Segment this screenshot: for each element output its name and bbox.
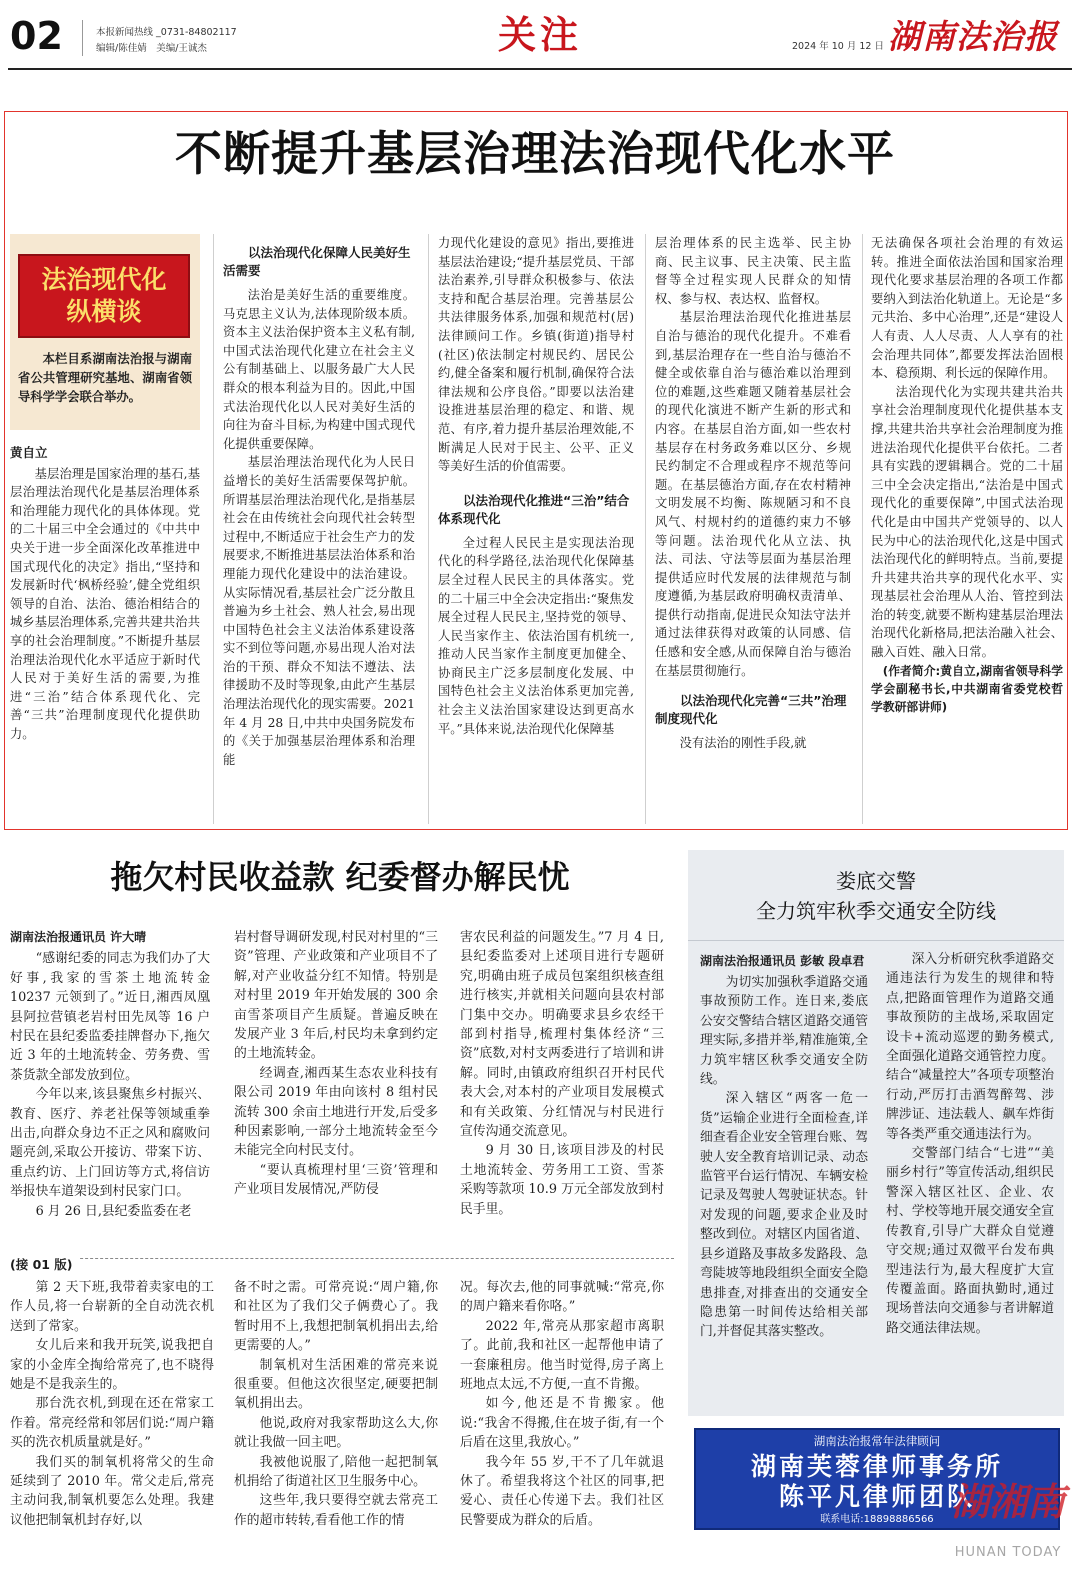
feature-col-3	[438, 234, 634, 738]
feature-col-5	[871, 234, 1063, 716]
paragraph: 今年以来,该县聚焦乡村振兴、教育、医疗、养老社保等领域重拳出击,向群众身边不正之风和腐败问题亮剑,采取公开接访、带案下访、重点约访、上门回访等方式,将信访举报快车道架设到村民家门口。	[10, 1087, 210, 1200]
col-rule	[645, 234, 646, 824]
paragraph: 深入分析研究秋季道路交通违法行为发生的规律和特点,把路面管理作为道路交通事故预防的主战场,采取固定设卡+流动巡逻的勤务模式,全面强化道路交通管控力度。结合“减量控大”各项专项整治行动,严厉打击酒驾醉驾、涉牌涉证、违法载人、飙车炸街等各类严重交通违法行为。	[886, 952, 1054, 1142]
feature-col-1	[10, 444, 200, 744]
sidebar-col-1	[700, 952, 868, 1342]
paragraph: 第 2 天下班,我带着卖家电的工作人员,将一台崭新的全自动洗衣机送到了常家。	[10, 1280, 214, 1334]
ad-phone: 联系电话:18898886566	[820, 1514, 934, 1525]
story2-col-2	[234, 1278, 438, 1530]
paragraph: 2022 年,常亮从那家超市离职了。此前,我和社区一起帮他申请了一套廉租房。他当时觉得,房子离上班地点太远,不方便,一直不肯搬。	[460, 1318, 664, 1393]
paragraph: 全过程人民民主是实现法治现代化的科学路径,法治现代化保障基层全过程人民民主的具体落实。党的二十届三中全会决定指出:“聚焦发展全过程人民民主,坚持党的领导、人民当家作主、依法治国有机统一,推动人民当家作主制度更加健全、协商民主广泛多层制度化发展、中国特色社会主义法治体系更加完善,社会主义法治国家建设达到更高水平。”具体来说,法治现代化保障基	[438, 535, 634, 736]
subhead: 以法治现代化推进“三治”结合体系现代化	[438, 492, 630, 526]
paragraph: 那台洗衣机,到现在还在常家工作着。常亮经常和邻居们说:“周户籍买的洗衣机质量就是好。”	[10, 1396, 214, 1451]
paragraph: 备不时之需。可常亮说:“周户籍,你和社区为了我们父子俩费心了。我暂时用不上,我想把制氧机捐出去,给更需要的人。”	[234, 1280, 438, 1354]
paragraph: 岩村督导调研发现,村民对村里的“三资”管理、产业政策和产业项目不了解,对产业收益分红不知情。特别是对村里 2019 年开始发展的 300 余亩雪茶项目产生质疑。普遍反映在发展产业 3 年后,村民均未拿到约定的土地流转金。	[234, 930, 438, 1062]
section-title: 关注	[497, 12, 582, 57]
feature-col-2	[223, 234, 415, 769]
paragraph: 他说,政府对我家帮助这么大,你就让我做一回主吧。	[234, 1415, 438, 1451]
byline: 湖南法治报通讯员 许大晴	[10, 930, 147, 944]
author-name: 黄自立	[10, 445, 48, 460]
header-divider	[82, 20, 83, 56]
paragraph: “感谢纪委的同志为我们办了大好事,我家的雪茶土地流转金 10237 元领到了。”近日,湘西凤凰县阿拉营镇老岩村田先凤等 16 户村民在县纪委监委挂牌督办下,拖欠近 3 年的土地流转金、劳务费、雪茶货款全部发放到位。	[10, 951, 210, 1083]
column-intro-text: 本栏目系湖南法治报与湖南省公共管理研究基地、湖南省领导科学学会联合举办。	[18, 352, 192, 404]
sidebar-title-top: 娄底交警	[836, 869, 916, 893]
paragraph: 这些年,我只要得空就去常亮工作的超市转转,看看他工作的情	[234, 1493, 438, 1528]
hotline: 本报新闻热线 _0731-84802117	[96, 27, 237, 38]
feature-col-4	[655, 234, 851, 753]
ad-firm-name: 湖南芙蓉律师事务所	[750, 1452, 1003, 1481]
col-rule	[428, 234, 429, 824]
issue-date: 2024 年 10 月 12 日	[792, 41, 884, 52]
paragraph: 基层治理是国家治理的基石,基层治理法治现代化是基层治理体系和治理能力现代化的具体体现。党的二十届三中全会通过的《中共中央关于进一步全面深化改革推进中国式现代化的决定》指出,“坚持和发展新时代‘枫桥经验’,健全党组织领导的自治、法治、德治相结合的城乡基层治理体系,完善共建共治共享的社会治理制度。”不断提升基层治理法治现代化水平适应于新时代人民对于美好生活的需要,为推进“三治”结合体系现代化、完善“三共”治理制度现代化提供助力。	[10, 466, 200, 741]
story1-col-1	[10, 928, 210, 1221]
paragraph: 制氧机对生活困难的常亮来说很重要。但他这次很坚定,硬要把制氧机捐出去。	[234, 1357, 438, 1412]
feature-headline: 不断提升基层治理法治现代化水平	[175, 127, 895, 182]
header-rule	[8, 68, 1072, 70]
sidebar-title-main: 全力筑牢秋季交通安全防线	[756, 899, 996, 923]
column-name-badge	[18, 254, 190, 338]
story1-col-3	[460, 928, 664, 1219]
paragraph: 交警部门结合“七进”“美丽乡村行”等宣传活动,组织民警深入辖区社区、企业、农村、学校等地开展交通安全宣传教育,引导广大群众自觉遵守交规;通过双微平台发布典型违法行为,最大程度扩大宣传覆盖面。路面执勤时,通过现场普法向交通参与者讲解道路交通法律法规。	[886, 1146, 1054, 1336]
paragraph: 为切实加强秋季道路交通事故预防工作。连日来,娄底公安交警结合辖区道路交通管理实际,多措并举,精准施策,全力筑牢辖区秋季交通安全防线。	[700, 975, 868, 1088]
paragraph: 我们买的制氧机将常父的生命延续到了 2010 年。常父走后,常亮主动问我,制氧机要怎么处理。我建议他把制氧机封存好,以	[10, 1454, 214, 1528]
paragraph: 基层治理法治现代化为人民日益增长的美好生活需要保驾护航。所谓基层治理法治现代化,是指基层社会在由传统社会向现代社会转型过程中,不断适应于社会生产力的发展要求,不断推进基层法治体系和治理能力现代化建设中的法治建设。从实际情况看,基层社会广泛分散且普遍为乡土社会、熟人社会,易出现中国特色社会主义法治体系建设落实不到位等问题,亦易出现人治对法治的干预、群众不知法不遵法、法律援助不及时等现象,由此产生基层治理法治现代化的现实需要。2021 年 4 月 28 日,中共中央国务院发布的《关于加强基层治理体系和治理能	[223, 455, 415, 767]
paragraph: 如今,他还是不肯搬家。他说:“我舍不得搬,住在坡子街,有一个后盾在这里,我放心。”	[460, 1396, 664, 1451]
paragraph: 力现代化建设的意见》指出,要推进基层法治建设;“提升基层党员、干部法治素养,引导群众积极参与、依法支持和配合基层治理。完善基层公共法律服务体系,加强和规范村(居)法律顾问工作。乡镇(街道)指导村(社区)依法制定村规民约、居民公约,健全备案和履行机制,确保符合法律法规和公序良俗。”即要以法治建设推进基层治理的稳定、和谐、规范、有序,着力提升基层治理效能,不断满足人民对于民主、公平、正义等美好生活的价值需要。	[438, 236, 634, 474]
col-rule	[862, 234, 863, 824]
author-note: (作者简介:黄自立,湖南省领导科学学会副秘书长,中共湖南省委党校哲学教研部讲师)	[871, 663, 1063, 714]
watermark-en: HUNAN TODAY	[954, 1545, 1062, 1560]
story-headline: 拖欠村民收益款 纪委督办解民忧	[110, 858, 570, 896]
paragraph: 层治理体系的民主选举、民主协商、民主议事、民主决策、民主监督等全过程实现人民群众的知情权、参与权、表达权、监督权。	[655, 236, 851, 306]
watermark-logo: 湖湘南	[950, 1479, 1065, 1524]
col-rule	[213, 234, 214, 824]
paragraph: 法治现代化为实现共建共治共享社会治理制度现代化提供基本支撑,共建共治共享社会治理制度为推进法治现代化提供平台依托。二者具有实践的逻辑耦合。党的二十届三中全会决定指出,“法治是中国式现代化的重要保障”,中国式法治现代化是由中国共产党领导的、以人民为中心的法治现代化,这是中国式法治现代化的鲜明特点。当前,要提升共建共治共享的现代化水平、实现基层社会治理从人治、管控到法治的转变,就要不断构建基层治理法治现代化新格局,把法治融入社会、融入百姓、融入日常。	[871, 384, 1063, 660]
paragraph: 9 月 30 日,该项目涉及的村民土地流转金、劳务用工工资、雪茶采购等款项 10.9 万元全部发放到村民手里。	[460, 1143, 664, 1217]
subhead: 以法治现代化完善“三共”治理制度现代化	[655, 693, 847, 727]
ad-top-line: 湖南法治报常年法律顾问	[813, 1434, 941, 1448]
paragraph: 经调查,湘西某生态农业科技有限公司 2019 年由向该村 8 组村民流转 300 余亩土地进行开发,后受多种因素影响,一部分土地流转金至今未能完全向村民支付。	[234, 1065, 438, 1159]
paragraph: “要认真梳理村里‘三资’管理和产业项目发展情况,严防侵	[234, 1162, 438, 1198]
subhead: 以法治现代化保障人民美好生活需要	[223, 245, 411, 278]
paragraph: 害农民利益的问题发生。”7 月 4 日,县纪委监委对上述项目进行专题研究,明确由班子成员包案组织核查组进行核实,并就相关问题向县农村部门集中交办。明确要求县乡农经干部到村指导,梳理村集体经济“三资”底数,对村支两委进行了培训和讲解。同时,由镇政府组织召开村民代表大会,对本村的产业项目发展模式和有关政策、分红情况与村民进行宣传沟通交流意见。	[460, 930, 664, 1140]
sidebar-col-2	[886, 950, 1054, 1338]
editors: 编辑/陈佳婧 美编/王诚杰	[96, 43, 207, 54]
byline: 湖南法治报通讯员 彭敏 段卓君	[700, 954, 865, 968]
page-number: 02	[10, 14, 63, 58]
paragraph: 我今年 55 岁,干不了几年就退休了。希望我将这个社区的同事,把爱心、责任心传递下去。我们社区民警要成为群众的后盾。	[460, 1454, 664, 1528]
paragraph: 基层治理法治现代化推进基层自治与德治的现代化提升。不难看到,基层治理存在一些自治与德治不健全或依靠自治与德治难以治理到位的难题,这些难题又随着基层社会的现代化演进不断产生新的形式和内容。在基层自治方面,如一些农村基层存在村务政务难以区分、乡规民约制定不合理或程序不规范等问题。在基层德治方面,存在农村精神文明发展不均衡、陈规陋习和不良风气、村规村约的道德约束力不够等问题。法治现代化从立法、执法、司法、守法等层面为基层治理提供适应时代发展的法律规范与制度遵循,为基层政府明确权责清单、提供行动指南,促进民众知法守法并通过法律获得对政策的认同感、信任感和安全感,从而保障自治与德治在基层贯彻施行。	[655, 310, 851, 678]
story2-col-1	[10, 1278, 214, 1530]
jump-label: (接 01 版)	[10, 1256, 79, 1274]
column-name: 法治现代化纵横谈	[41, 265, 167, 326]
paragraph: 法治是美好生活的重要维度。马克思主义认为,法体现阶级本质。资本主义法治保护资本主义私有制,中国式法治现代化建立在社会主义公有制基础上、以服务最广大人民群众的根本利益为目的。因此,中国式法治现代化以人民对美好生活的向往为奋斗目标,为构建中国式现代化提供重要保障。	[223, 288, 415, 451]
paragraph: 我被他说服了,陪他一起把制氧机捐给了街道社区卫生服务中心。	[234, 1454, 438, 1490]
paragraph: 况。每次去,他的同事就喊:“常亮,你的周户籍来看你咯。”	[460, 1280, 664, 1315]
paragraph: 深入辖区“两客一危一货”运输企业进行全面检查,详细查看企业安全管理台账、驾驶人安全教育培训记录、动态监管平台运行情况、车辆安检记录及驾驶人驾驶证状态。针对发现的问题,要求企业及时整改到位。对辖区内国省道、县乡道路及事故多发路段、急弯陡坡等地段组织全面安全隐患排查,对排查出的交通安全隐患第一时间传达给相关部门,并督促其落实整改。	[700, 1091, 868, 1340]
story1-col-2	[234, 928, 438, 1200]
story2-col-3	[460, 1278, 664, 1530]
paragraph: 无法确保各项社会治理的有效运转。推进全面依法治国和国家治理现代化要求基层治理的各项工作都要纳入到法治化轨道上。无论是“多元共治、多中心治理”,还是“建设人人有责、人人尽责、人人享有的社会治理共同体”,都要发挥法治固根本、稳预期、利长远的保障作用。	[871, 236, 1063, 381]
paragraph: 女儿后来和我开玩笑,说我把自家的小金库全掏给常亮了,也不晓得她是不是我亲生的。	[10, 1338, 214, 1393]
paragraph: 6 月 26 日,县纪委监委在老	[35, 1203, 192, 1219]
jump-rule	[10, 1258, 674, 1259]
ad-team-name: 陈平凡律师团队	[778, 1482, 975, 1511]
masthead-logo: 湖南法治报	[888, 17, 1058, 56]
paragraph: 没有法治的刚性手段,就	[679, 736, 807, 751]
sidebar-title-box	[688, 850, 1064, 940]
